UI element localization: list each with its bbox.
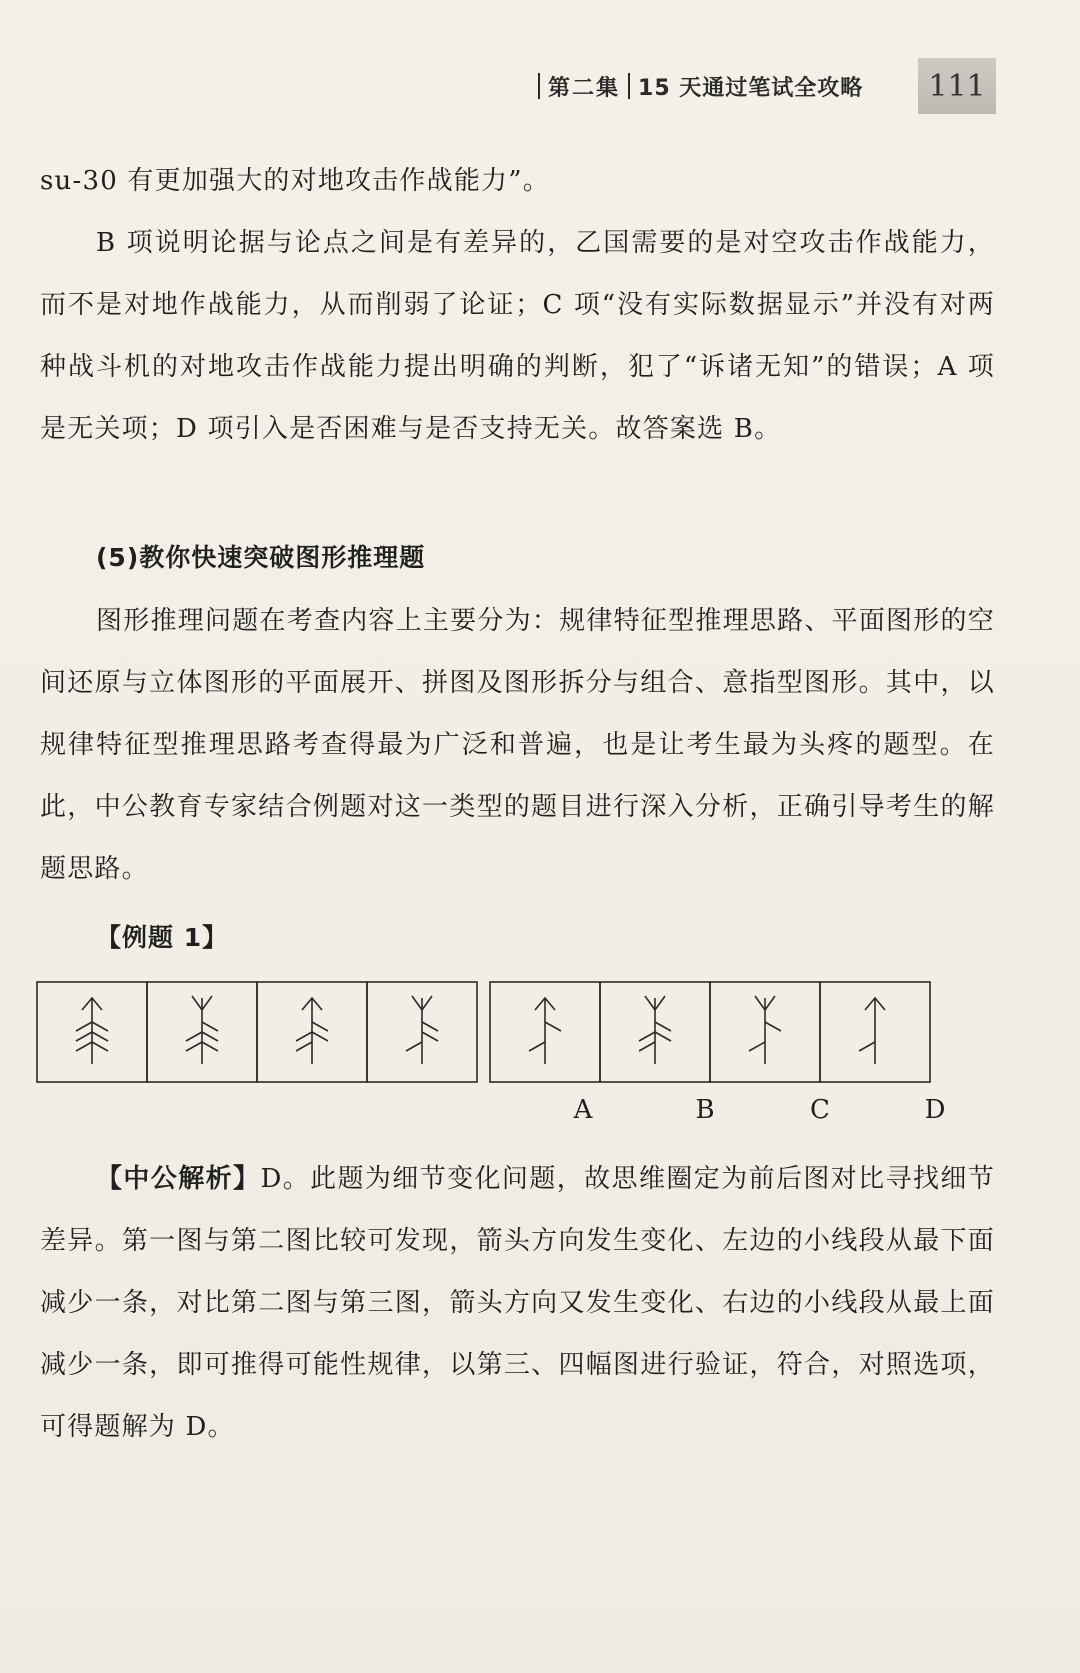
paragraph-3: 图形推理问题在考查内容上主要分为：规律特征型推理思路、平面图形的空间还原与立体图形的平面展开、拼图及图形拆分与组合、意指型图形。其中，以规律特征型推理思路考查得最为广泛和普遍，也是让考生最为头疼的题型。在此，中公教育专家结合例题对这一类型的题目进行深入分析，正确引导考生的解题思路。 [40,606,995,884]
question-panel-2-right-feather [202,1032,218,1041]
question-panel-3-left-feather [296,1042,312,1051]
question-panel-3-left-feather [296,1032,312,1041]
header-divider [628,73,630,99]
analysis-text: D。此题为细节变化问题，故思维圈定为前后图对比寻找细节差异。第一图与第二图比较可发现，箭头方向发生变化、左边的小线段从最下面减少一条，对比第二图与第三图，箭头方向又发生变化、右边的小线段从最上面减少一条，即可推得可能性规律，以第三、四幅图进行验证，符合，对照选项，可得题解为 D。 [40,1164,996,1442]
question-panel-4-left-feather [406,1042,422,1051]
question-panel-1-left-feather [76,1022,92,1031]
analysis-label: 【中公解析】 [96,1164,261,1194]
option-panel-4-left-feather [859,1042,875,1051]
figure-reasoning-puzzle [36,980,996,1130]
question-panel-2-left-feather [186,1032,202,1041]
example-label: 【例题 1】 [96,923,229,952]
book-title: 15 天通过笔试全攻略 [638,75,864,101]
analysis-paragraph [40,1148,995,1458]
header-divider [538,73,540,99]
option-panel-2-right-feather [655,1022,671,1031]
section-heading: (5)教你快速突破图形推理题 [96,543,426,572]
page-number: 111 [918,58,996,114]
question-panel-3-right-feather [312,1022,328,1031]
question-panel-3-right-feather [312,1032,328,1041]
question-panel-4-right-feather [422,1032,438,1041]
option-panel-2-right-feather [655,1032,671,1041]
paragraph-1: su-30 有更加强大的对地攻击作战能力”。 [40,166,550,196]
question-panel-2-right-feather [202,1022,218,1031]
figure-svg [36,980,996,1130]
option-label-c: C [810,1095,830,1125]
question-panel-1-right-feather [92,1022,108,1031]
option-panel-1-right-feather [545,1022,561,1031]
question-panel-2-left-feather [186,1042,202,1051]
question-panel-1-left-feather [76,1032,92,1041]
series-title: 第二集 [548,75,621,101]
question-panel-1-right-feather [92,1042,108,1051]
question-panel-1-left-feather [76,1042,92,1051]
option-panel-2-left-feather [639,1032,655,1041]
option-label-d: D [924,1095,946,1125]
option-panel-3-right-feather [765,1022,781,1031]
option-panel-1-left-feather [529,1042,545,1051]
paragraph-2: B 项说明论据与论点之间是有差异的，乙国需要的是对空攻击作战能力，而不是对地作战能力，从而削弱了论证；C 项“没有实际数据显示”并没有对两种战斗机的对地攻击作战能力提出明确的判断，犯了“诉诸无知”的错误；A 项是无关项；D 项引入是否困难与是否支持无关。故答案选 B。 [40,228,995,444]
option-panel-3-left-feather [749,1042,765,1051]
option-label-a: A [573,1095,593,1125]
option-panel-2-left-feather [639,1042,655,1051]
question-panel-2-right-feather [202,1042,218,1051]
question-panel-1-right-feather [92,1032,108,1041]
option-label-b: B [695,1095,715,1125]
question-panel-4-right-feather [422,1022,438,1031]
